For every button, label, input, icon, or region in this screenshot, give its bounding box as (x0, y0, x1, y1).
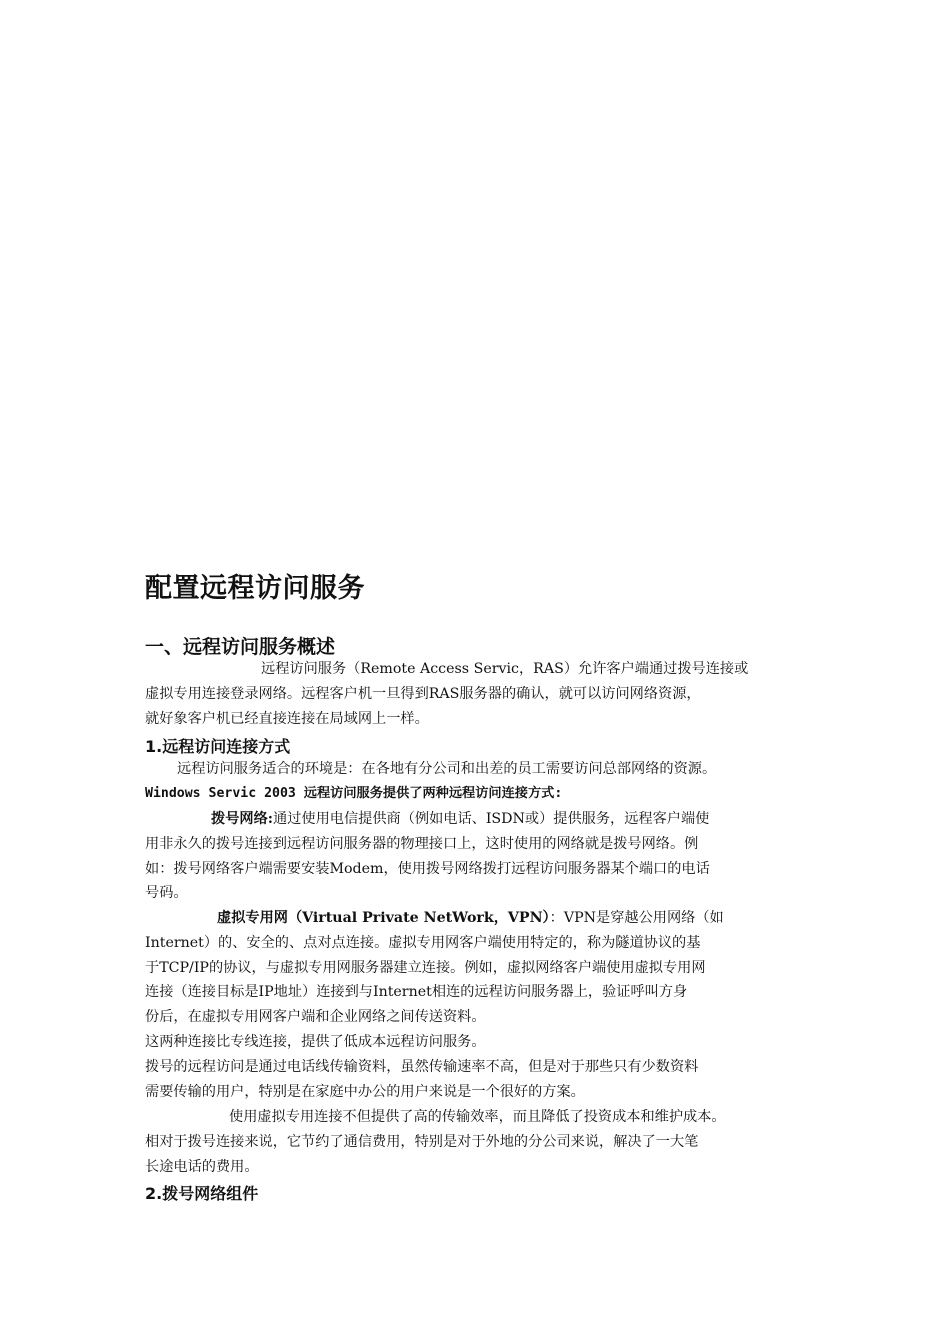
vpn-note-paragraph (145, 1105, 810, 1179)
environment-line: 远程访问服务适合的环境是：在各地有分公司和出差的员工需要访问总部网络的资源。 (177, 761, 717, 777)
intro-line-2: 虚拟专用连接登录网络。远程客户机一旦得到RAS服务器的确认，就可以访问网络资源， (145, 685, 701, 702)
document-title: 配置远程访问服务 (145, 573, 365, 604)
comparison-paragraph (145, 1030, 810, 1104)
vpn-note-line-2: 相对于拨号连接来说，它节约了通信费用，特别是对于外地的分公司来说，解决了一大笔 (145, 1133, 699, 1150)
dialup-line-3: 如：拨号网络客户端需要安装Modem，使用拨号网络拨打远程访问服务器某个端口的电话 (145, 860, 710, 877)
vpn-line-1: ：VPN是穿越公用网络（如 (549, 910, 724, 926)
vpn-note-line-3: 长途电话的费用。 (145, 1158, 259, 1175)
vpn-paragraph (145, 906, 810, 1030)
dialup-paragraph (145, 807, 810, 906)
section-heading-overview: 一、远程访问服务概述 (145, 636, 336, 658)
dialup-line-2: 用非永久的拨号连接到远程访问服务器的物理接口上，这时使用的网络就是拨号网络。例 (145, 835, 699, 852)
dialup-line-1: 通过使用电信提供商（例如电话、ISDN或）提供服务，远程客户端使 (273, 811, 710, 827)
vpn-line-5: 份后，在虚拟专用网客户端和企业网络之间传送资料。 (145, 1009, 486, 1026)
dialup-note-line-1: 拨号的远程访问是通过电话线传输资料，虽然传输速率不高，但是对于那些只有少数资料 (145, 1058, 699, 1075)
dialup-label: 拨号网络: (211, 811, 273, 827)
intro-line-3: 就好象客户机已经直接连接在局域网上一样。 (145, 710, 429, 727)
dialup-note-line-2: 需要传输的用户，特别是在家庭中办公的用户来说是一个很好的方案。 (145, 1083, 585, 1100)
vpn-label: 虚拟专用网（Virtual Private NetWork，VPN） (217, 910, 550, 926)
vpn-line-2: Internet）的、安全的、点对点连接。虚拟专用网客户端使用特定的，称为隧道协议的基 (145, 934, 701, 951)
intro-paragraph (145, 657, 810, 731)
subsection-heading-dialup-components: 2.拨号网络组件 (145, 1184, 259, 1203)
comparison-line: 这两种连接比专线连接，提供了低成本远程访问服务。 (145, 1034, 486, 1050)
vpn-line-3: 于TCP/IP的协议，与虚拟专用网服务器建立连接。例如，虚拟网络客户端使用虚拟专用网 (145, 959, 706, 976)
vpn-note-line-1: 使用虚拟专用连接不但提供了高的传输效率，而且降低了投资成本和维护成本。 (229, 1109, 726, 1125)
intro-line-1: 远程访问服务（Remote Access Servic，RAS）允许客户端通过拨号连接或 (261, 661, 749, 677)
methods-line: Windows Servic 2003 远程访问服务提供了两种远程访问连接方式: (145, 785, 563, 801)
dialup-line-4: 号码。 (145, 885, 188, 902)
methods-paragraph (145, 757, 810, 807)
vpn-line-4: 连接（连接目标是IP地址）连接到与Internet相连的远程访问服务器上，验证呼叫方身 (145, 984, 688, 1001)
subsection-heading-connection-methods: 1.远程访问连接方式 (145, 737, 291, 756)
